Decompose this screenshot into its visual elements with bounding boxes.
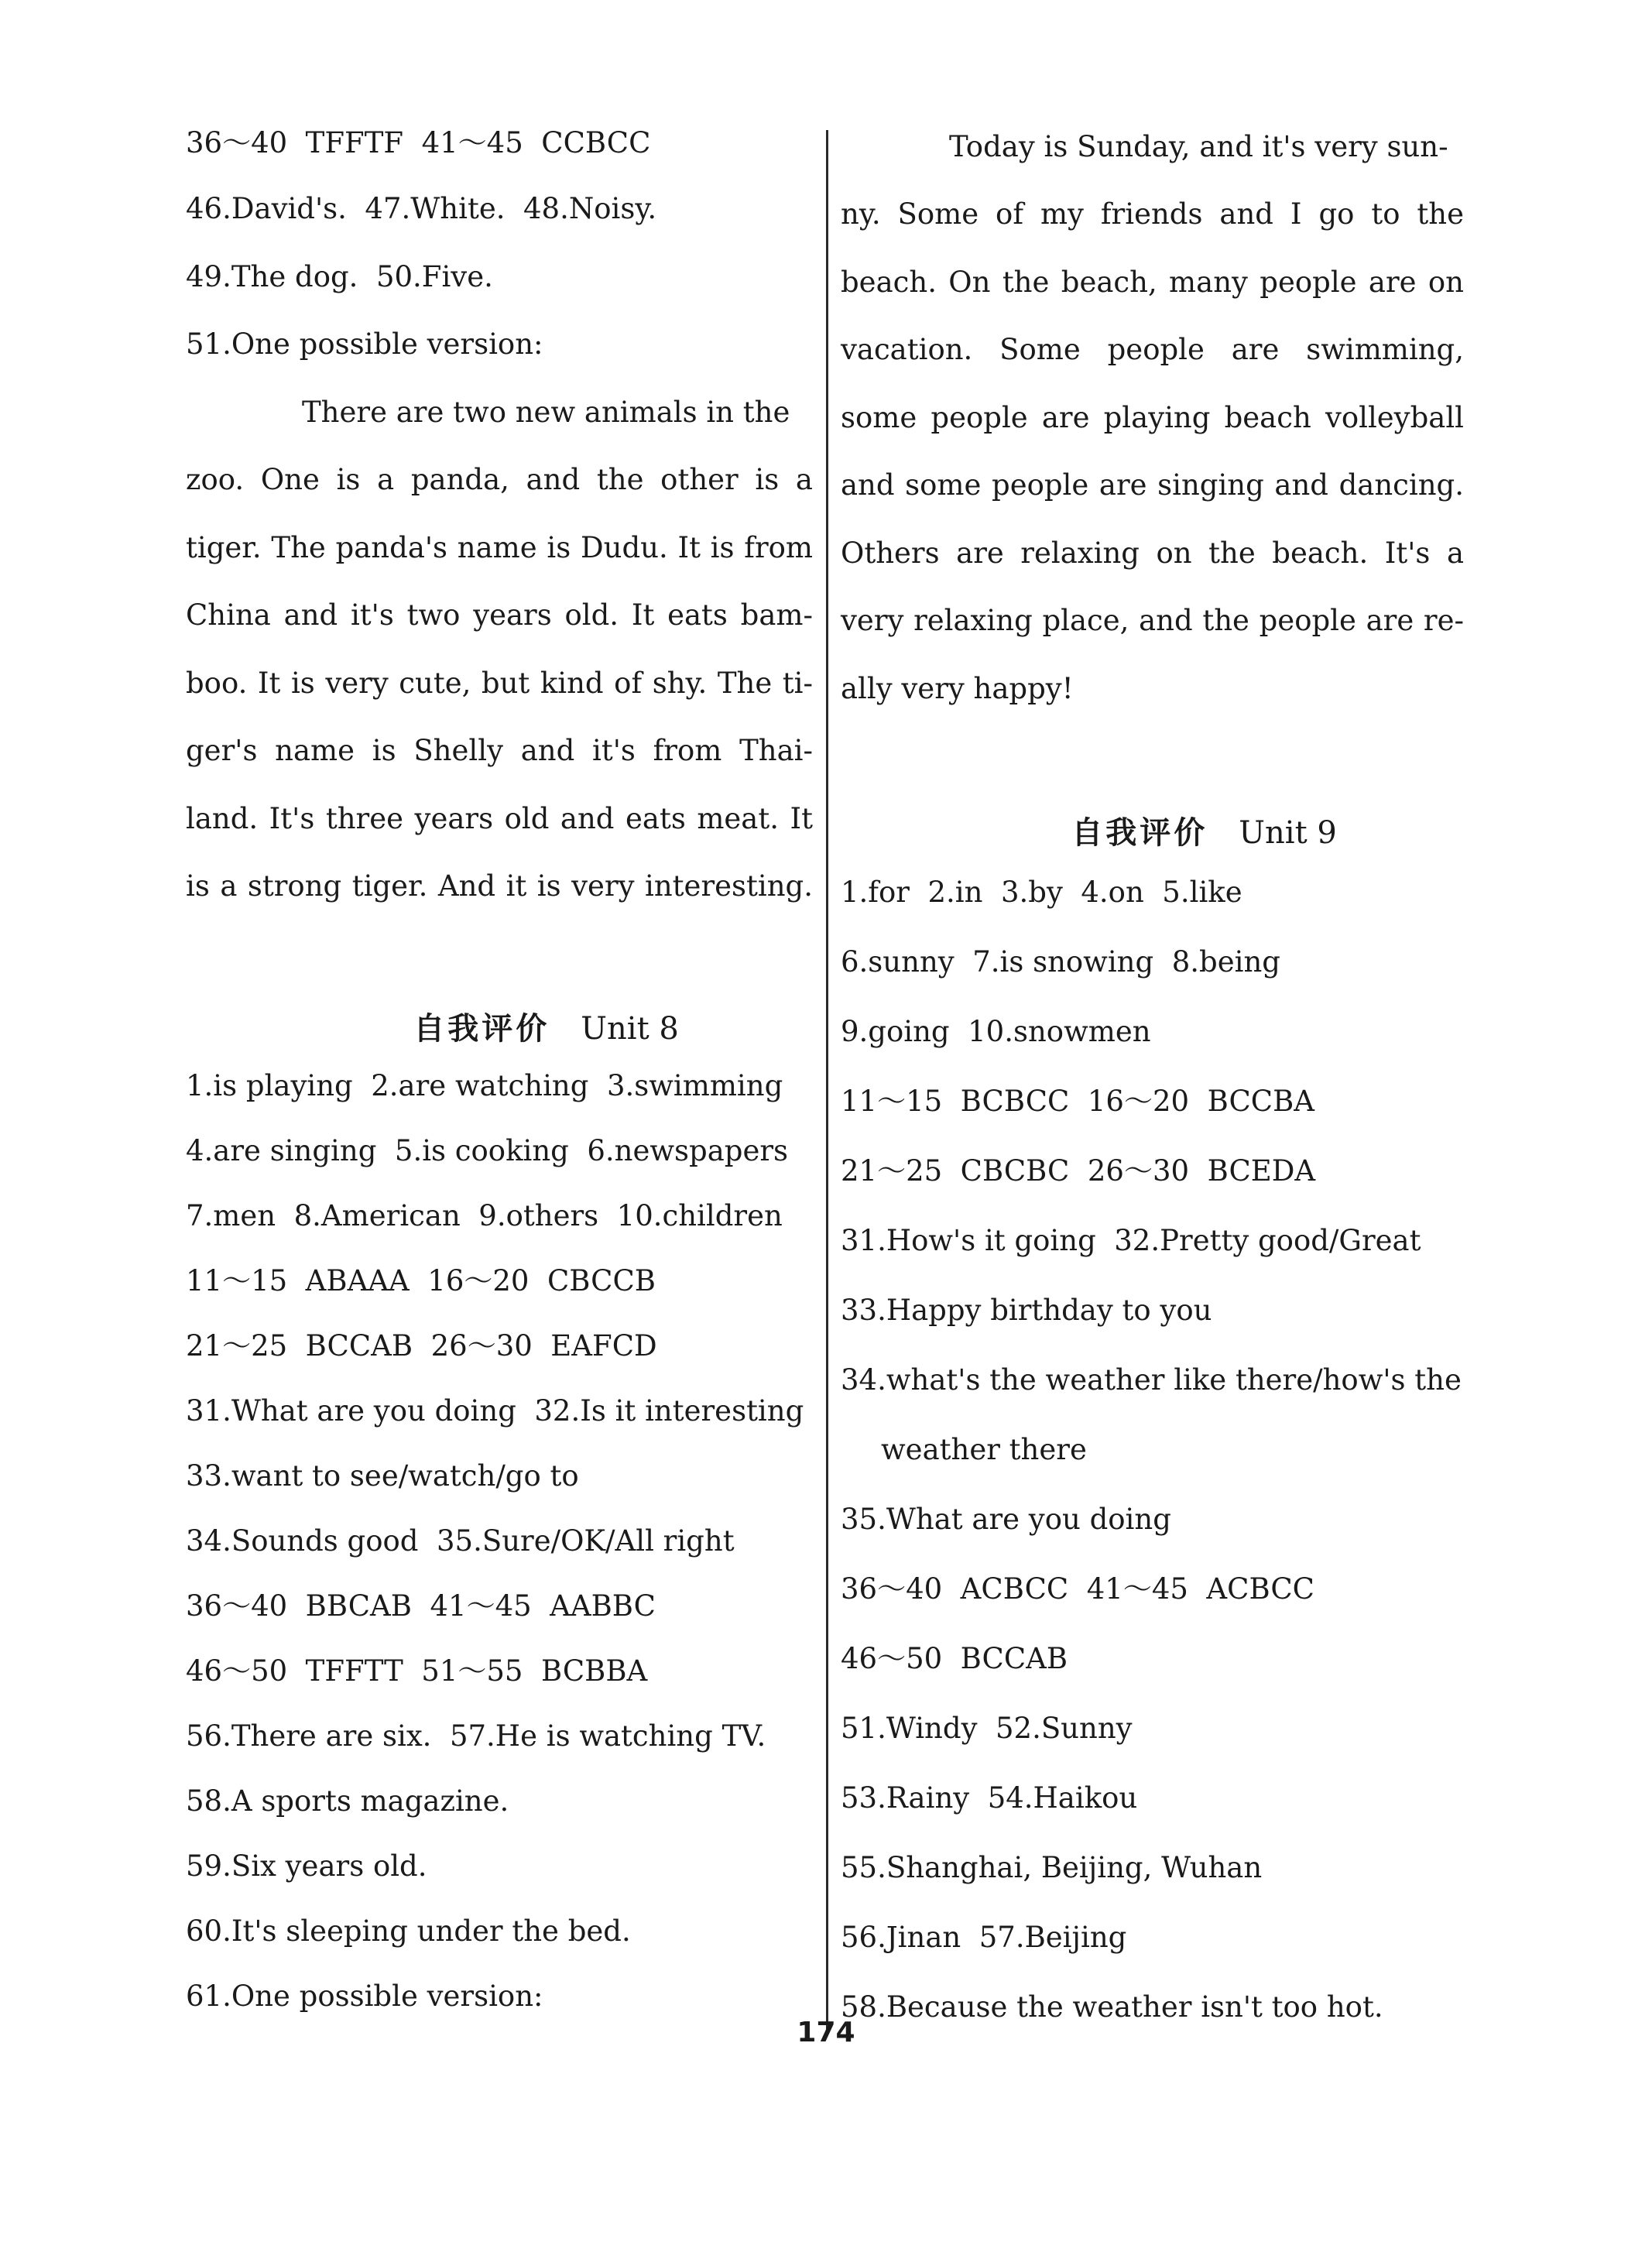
answer-line: 11～15 BCBCC 16～20 BCCBA: [841, 1085, 1314, 1118]
answer-line: 60.It's sleeping under the bed.: [186, 1914, 631, 1948]
answer-line: 7.men 8.American 9.others 10.children: [186, 1199, 783, 1232]
answer-line: 1.for 2.in 3.by 4.on 5.like: [841, 876, 1242, 909]
answer-line: 31.What are you doing 32.Is it interesting: [186, 1394, 804, 1428]
answer-line: 46～50 BCCAB: [841, 1642, 1068, 1675]
answer-line: 49.The dog. 50.Five.: [186, 260, 493, 293]
answer-line: 31.How's it going 32.Pretty good/Great: [841, 1224, 1421, 1257]
answer-line: 35.What are you doing: [841, 1503, 1171, 1536]
answer-line: 46～50 TFFTT 51～55 BCBBA: [186, 1654, 648, 1688]
passage-line: and some people are singing and dancing.: [841, 468, 1464, 502]
passage-line: is a strong tiger. And it is very interesting.: [186, 869, 813, 903]
section-title-zh: 自我评价: [1071, 815, 1208, 851]
answer-line: 21～25 CBCBC 26～30 BCEDA: [841, 1154, 1316, 1188]
passage-line: zoo. One is a panda, and the other is a: [186, 463, 813, 496]
passage-line: Today is Sunday, and it's very sun-: [949, 130, 1448, 163]
answer-line: 36～40 TFFTF 41～45 CCBCC: [186, 126, 651, 159]
passage-line: ger's name is Shelly and it's from Thai-: [186, 734, 813, 767]
passage-line: land. It's three years old and eats meat. It: [186, 802, 813, 835]
answer-line: 51.One possible version:: [186, 327, 543, 361]
page-number: 174: [797, 2017, 855, 2048]
unit8-heading: [355, 964, 679, 1047]
section-title-unit: Unit 9: [1239, 815, 1337, 851]
answer-line: 1.is playing 2.are watching 3.swimming: [186, 1069, 783, 1102]
answer-line: 36～40 ACBCC 41～45 ACBCC: [841, 1572, 1314, 1606]
passage-line: very relaxing place, and the people are re-: [841, 604, 1464, 637]
answer-line: 33.Happy birthday to you: [841, 1294, 1212, 1327]
passage-line: There are two new animals in the: [302, 396, 790, 429]
section-title-zh: 自我评价: [413, 1011, 550, 1047]
answer-line: 36～40 BBCAB 41～45 AABBC: [186, 1589, 656, 1623]
answer-line: 56.Jinan 57.Beijing: [841, 1921, 1127, 1954]
passage-line: China and it's two years old. It eats bam-: [186, 598, 813, 632]
passage-line: beach. On the beach, many people are on: [841, 266, 1464, 299]
answer-line: 51.Windy 52.Sunny: [841, 1712, 1133, 1745]
passage-line: boo. It is very cute, but kind of shy. The ti-: [186, 667, 813, 700]
passage-line: some people are playing beach volleyball: [841, 401, 1464, 434]
answer-line: 53.Rainy 54.Haikou: [841, 1781, 1138, 1815]
column-divider: [826, 130, 828, 2031]
answer-line: 58.A sports magazine.: [186, 1784, 509, 1818]
answer-line: 59.Six years old.: [186, 1849, 427, 1883]
answer-line: 56.There are six. 57.He is watching TV.: [186, 1719, 766, 1753]
answer-line: 4.are singing 5.is cooking 6.newspapers: [186, 1134, 789, 1167]
answer-line: 61.One possible version:: [186, 1979, 543, 2013]
passage-line: ny. Some of my friends and I go to the: [841, 197, 1464, 231]
passage-line: ally very happy!: [841, 672, 1074, 705]
answer-line: 33.want to see/watch/go to: [186, 1459, 579, 1493]
answer-line: weather there: [881, 1433, 1087, 1466]
answer-line: 34.what's the weather like there/how's the: [841, 1363, 1462, 1397]
answer-line: 21～25 BCCAB 26～30 EAFCD: [186, 1329, 657, 1363]
answer-line: 58.Because the weather isn't too hot.: [841, 1990, 1383, 2024]
answer-line: 34.Sounds good 35.Sure/OK/All right: [186, 1524, 735, 1558]
passage-line: vacation. Some people are swimming,: [841, 333, 1464, 366]
passage-line: tiger. The panda's name is Dudu. It is from: [186, 531, 813, 564]
section-title-unit: Unit 8: [581, 1011, 679, 1047]
answer-line: 11～15 ABAAA 16～20 CBCCB: [186, 1264, 656, 1297]
answer-line: 9.going 10.snowmen: [841, 1015, 1151, 1048]
unit9-heading: [1013, 768, 1337, 851]
answer-line: 46.David's. 47.White. 48.Noisy.: [186, 192, 657, 225]
passage-line: Others are relaxing on the beach. It's a: [841, 536, 1464, 570]
answer-line: 6.sunny 7.is snowing 8.being: [841, 945, 1280, 979]
answer-line: 55.Shanghai, Beijing, Wuhan: [841, 1851, 1263, 1884]
